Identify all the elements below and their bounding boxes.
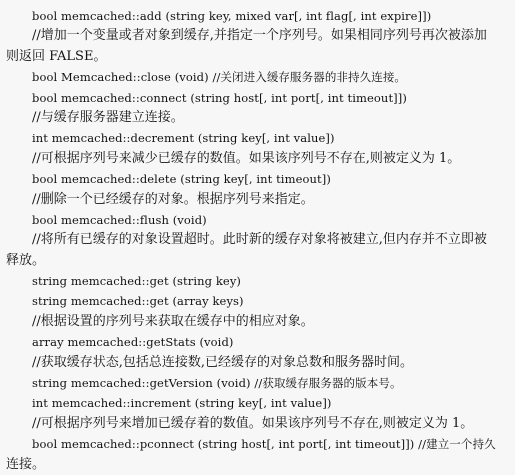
line-getstats-comment: //获取缓存状态,包括总连接数,已经缓存的对象总数和服务器时间。 (32, 354, 414, 370)
line-pconnect-comment-cont: 连接。 (6, 456, 46, 472)
line-add-comment: //增加一个变量或者对象到缓存,并指定一个序列号。如果相同序列号再次被添加 (32, 28, 487, 44)
line-add-comment-cont: 则返回 FALSE。 (6, 48, 107, 64)
line-increment-comment: //可根据序列号来增加已缓存着的数值。如果该序列号不存在,则被定义为 1。 (32, 415, 474, 431)
line-flush-comment-cont: 释放。 (6, 252, 46, 268)
line-getstats-signature: array memcached::getStats (void) (32, 335, 234, 350)
line-decrement-signature: int memcached::decrement (string key[, int value]) (32, 131, 335, 146)
line-flush-comment: //将所有已缓存的对象设置超时。此时新的缓存对象将被建立,但内存并不立即被 (32, 232, 487, 248)
line-connect-comment: //与缓存服务器建立连接。 (32, 109, 184, 125)
line-delete-signature: bool memcached::delete (string key[, int timeout]) (32, 172, 331, 187)
line-get-key-signature: string memcached::get (string key) (32, 274, 242, 289)
line-add-signature: bool memcached::add (string key, mixed var[, int flag[, int expire]]) (32, 9, 432, 23)
line-get-comment: //根据设置的序列号来获取在缓存中的相应对象。 (32, 313, 314, 329)
line-connect-signature: bool memcached::connect (string host[, int port[, int timeout]]) (32, 90, 407, 105)
line-get-keys-signature: string memcached::get (array keys) (32, 294, 244, 309)
line-increment-signature: int memcached::increment (string key[, int value]) (32, 396, 332, 411)
line-close-signature: bool Memcached::close (void) //关闭进入缓存服务器的非持久连接。 (32, 70, 407, 85)
line-decrement-comment: //可根据序列号来减少已缓存的数值。如果该序列号不存在,则被定义为 1。 (32, 150, 461, 166)
line-flush-signature: bool memcached::flush (void) (32, 212, 207, 227)
line-delete-comment: //删除一个已经缓存的对象。根据序列号来指定。 (32, 191, 314, 207)
line-getversion-signature: string memcached::getVersion (void) //获取缓存服务器的版本号。 (32, 376, 402, 391)
line-pconnect-signature: bool memcached::pconnect (string host[, int port[, int timeout]]) //建立一个持久 (32, 437, 496, 452)
